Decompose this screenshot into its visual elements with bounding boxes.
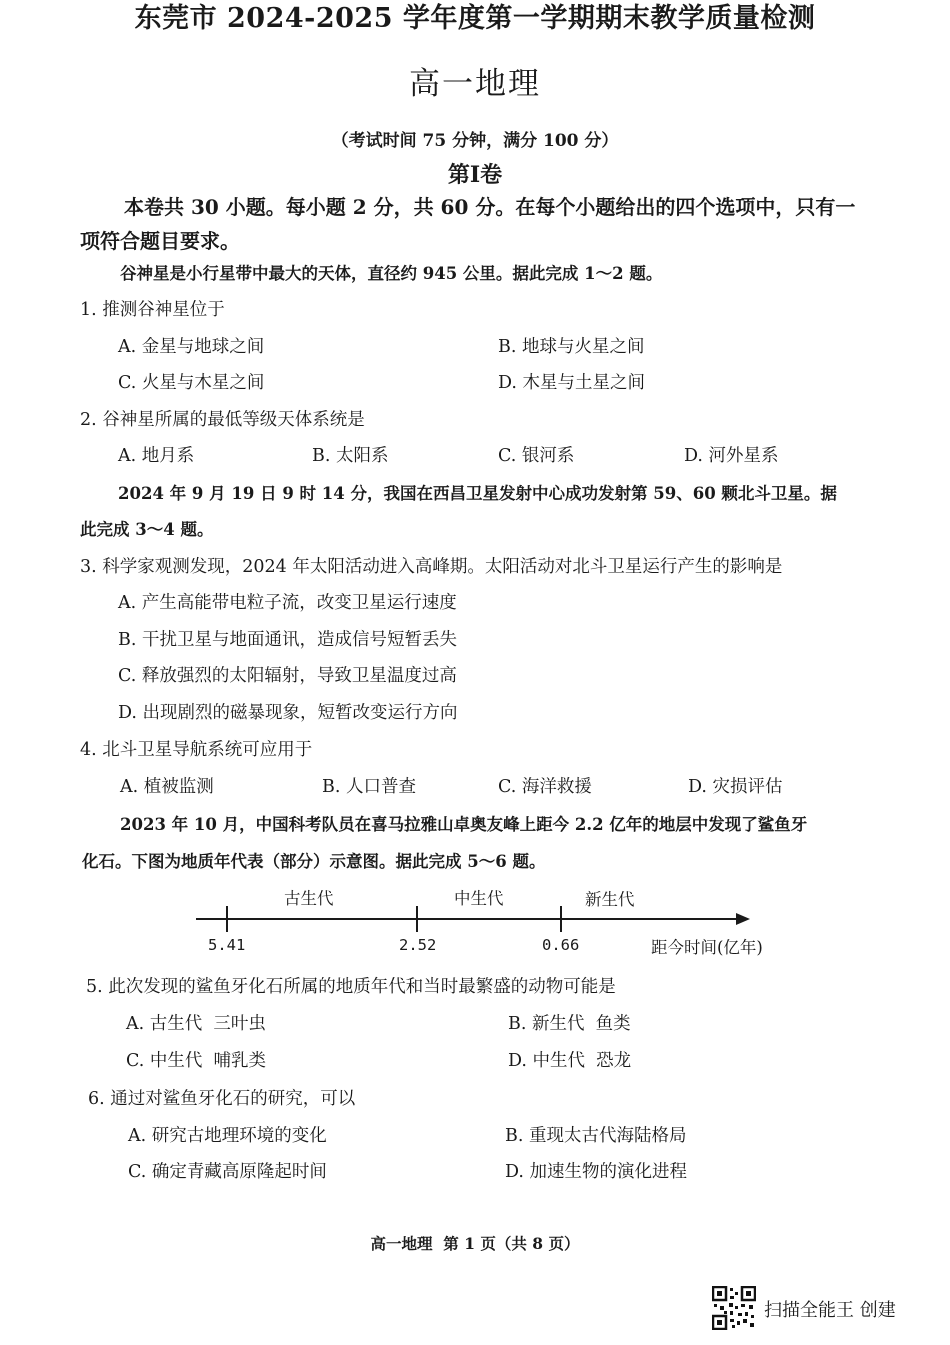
question-6-stem: 6. 通过对鲨鱼牙化石的研究，可以 xyxy=(88,1089,356,1109)
passage-2-line1: 2024 年 9 月 19 日 9 时 14 分，我国在西昌卫星发射中心成功发射第 59、60 颗北斗卫星。据 xyxy=(118,484,837,503)
tick-label-541: 5.41 xyxy=(208,936,246,954)
exam-title: 东莞市 2024-2025 学年度第一学期期末教学质量检测 xyxy=(134,3,816,34)
question-6-option-c: C. 确定青藏高原隆起时间 xyxy=(128,1162,327,1182)
question-2-option-d: D. 河外星系 xyxy=(684,446,779,466)
question-4-stem: 4. 北斗卫星导航系统可应用于 xyxy=(80,740,313,760)
scanner-watermark-text: 扫描全能王 创建 xyxy=(764,1300,896,1321)
question-1-option-b: B. 地球与火星之间 xyxy=(498,337,645,357)
question-5-option-a: A. 古生代 三叶虫 xyxy=(126,1014,266,1034)
question-1-option-c: C. 火星与木星之间 xyxy=(118,373,265,393)
question-1-option-a: A. 金星与地球之间 xyxy=(118,337,265,357)
question-6-option-b: B. 重现太古代海陆格局 xyxy=(505,1126,687,1146)
question-3-option-c: C. 释放强烈的太阳辐射，导致卫星温度过高 xyxy=(118,666,457,686)
era-label-paleozoic: 古生代 xyxy=(284,889,334,908)
question-2-option-c: C. 银河系 xyxy=(498,446,575,466)
passage-3-line1: 2023 年 10 月，中国科考队员在喜马拉雅山卓奥友峰上距今 2.2 亿年的地层中发现了鲨鱼牙 xyxy=(120,815,808,834)
question-5-option-c: C. 中生代 哺乳类 xyxy=(126,1051,267,1071)
question-4-option-d: D. 灾损评估 xyxy=(688,777,783,797)
question-2-stem: 2. 谷神星所属的最低等级天体系统是 xyxy=(80,410,365,430)
question-4-option-a: A. 植被监测 xyxy=(120,777,214,797)
timeline-axis-label: 距今时间(亿年) xyxy=(651,938,763,957)
question-6-option-a: A. 研究古地理环境的变化 xyxy=(128,1126,327,1146)
tick-label-066: 0.66 xyxy=(542,936,580,954)
question-1-stem: 1. 推测谷神星位于 xyxy=(80,300,225,320)
question-4-option-b: B. 人口普查 xyxy=(322,777,416,797)
question-6-option-d: D. 加速生物的演化进程 xyxy=(505,1162,688,1182)
question-5-option-b: B. 新生代 鱼类 xyxy=(508,1014,631,1034)
question-4-option-c: C. 海洋救援 xyxy=(498,777,592,797)
passage-1: 谷神星是小行星带中最大的天体，直径约 945 公里。据此完成 1～2 题。 xyxy=(120,264,663,283)
instructions-line2: 项符合题目要求。 xyxy=(80,229,240,253)
tick-label-252: 2.52 xyxy=(399,936,437,954)
question-3-option-b: B. 干扰卫星与地面通讯，造成信号短暂丢失 xyxy=(118,630,457,650)
question-5-option-d: D. 中生代 恐龙 xyxy=(508,1051,632,1071)
exam-info: （考试时间 75 分钟，满分 100 分） xyxy=(331,131,619,151)
subject-title: 高一地理 xyxy=(409,66,541,102)
question-3-stem: 3. 科学家观测发现，2024 年太阳活动进入高峰期。太阳活动对北斗卫星运行产生的影响是 xyxy=(80,557,783,577)
timeline-arrow-icon xyxy=(736,913,750,925)
passage-2-line2: 此完成 3～4 题。 xyxy=(80,520,214,539)
era-label-cenozoic: 新生代 xyxy=(585,890,635,909)
question-2-option-a: A. 地月系 xyxy=(118,446,195,466)
era-label-mesozoic: 中生代 xyxy=(454,889,504,908)
question-1-option-d: D. 木星与土星之间 xyxy=(498,373,646,393)
instructions-line1: 本卷共 30 小题。每小题 2 分，共 60 分。在每个小题给出的四个选项中，只有一 xyxy=(124,195,856,219)
question-3-option-a: A. 产生高能带电粒子流，改变卫星运行速度 xyxy=(118,593,457,613)
page-footer: 高一地理 第 1 页（共 8 页） xyxy=(370,1234,580,1253)
passage-3-line2: 化石。下图为地质年代表（部分）示意图。据此完成 5～6 题。 xyxy=(82,852,546,871)
qr-code-icon xyxy=(712,1286,756,1330)
volume-title: 第I卷 xyxy=(447,162,503,188)
question-3-option-d: D. 出现剧烈的磁暴现象，短暂改变运行方向 xyxy=(118,703,458,723)
question-5-stem: 5. 此次发现的鲨鱼牙化石所属的地质年代和当时最繁盛的动物可能是 xyxy=(86,977,616,997)
question-2-option-b: B. 太阳系 xyxy=(312,446,389,466)
